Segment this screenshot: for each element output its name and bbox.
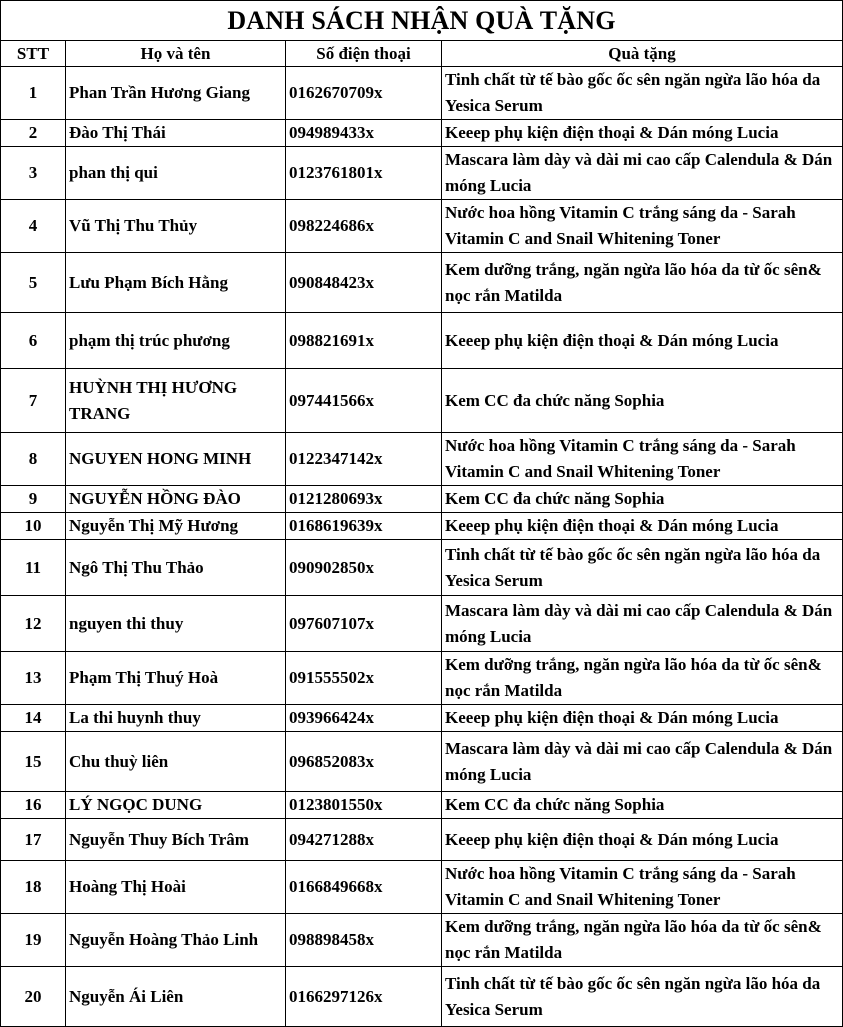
row-stt: 9 [1,486,66,513]
row-stt: 3 [1,147,66,200]
row-phone: 090848423x [286,253,442,313]
page-title: DANH SÁCH NHẬN QUÀ TẶNG [0,0,843,41]
row-phone: 097607107x [286,596,442,652]
row-gift: Kem dưỡng trắng, ngăn ngừa lão hóa da từ ốc sên& nọc rắn Matilda [442,652,843,705]
row-stt: 15 [1,732,66,792]
row-name: phạm thị trúc phương [66,313,286,369]
table-row [1,313,843,369]
row-phone: 0121280693x [286,486,442,513]
row-name: nguyen thi thuy [66,596,286,652]
row-gift: Nước hoa hồng Vitamin C trắng sáng da - Sarah Vitamin C and Snail Whitening Toner [442,200,843,253]
header-name: Họ và tên [66,41,286,67]
row-name: La thi huynh thuy [66,705,286,732]
header-stt: STT [1,41,66,67]
row-gift: Kem dưỡng trắng, ngăn ngừa lão hóa da từ ốc sên& nọc rắn Matilda [442,914,843,967]
row-gift: Tinh chất từ tế bào gốc ốc sên ngăn ngừa lão hóa da Yesica Serum [442,540,843,596]
row-stt: 18 [1,861,66,914]
row-stt: 10 [1,513,66,540]
row-gift: Keeep phụ kiện điện thoại & Dán móng Lucia [442,313,843,369]
row-stt: 2 [1,120,66,147]
table-row [1,67,843,120]
row-gift: Mascara làm dày và dài mi cao cấp Calendula & Dán móng Lucia [442,147,843,200]
row-name: Đào Thị Thái [66,120,286,147]
table-row [1,652,843,705]
row-name: Hoàng Thị Hoài [66,861,286,914]
table-row [1,705,843,732]
row-phone: 098224686x [286,200,442,253]
table-row [1,596,843,652]
row-gift: Kem dưỡng trắng, ngăn ngừa lão hóa da từ ốc sên& nọc rắn Matilda [442,253,843,313]
row-gift: Keeep phụ kiện điện thoại & Dán móng Lucia [442,705,843,732]
row-stt: 17 [1,819,66,861]
row-name: Chu thuỳ liên [66,732,286,792]
row-gift: Keeep phụ kiện điện thoại & Dán móng Lucia [442,819,843,861]
gift-table [0,40,843,1027]
row-gift: Kem CC đa chức năng Sophia [442,486,843,513]
row-name: phan thị qui [66,147,286,200]
table-row [1,513,843,540]
row-gift: Nước hoa hồng Vitamin C trắng sáng da - Sarah Vitamin C and Snail Whitening Toner [442,861,843,914]
row-name: NGUYEN HONG MINH [66,433,286,486]
header-phone: Số điện thoại [286,41,442,67]
row-gift: Tinh chất từ tế bào gốc ốc sên ngăn ngừa lão hóa da Yesica Serum [442,967,843,1027]
row-phone: 090902850x [286,540,442,596]
row-name: Phan Trần Hương Giang [66,67,286,120]
table-row [1,861,843,914]
row-stt: 1 [1,67,66,120]
row-phone: 091555502x [286,652,442,705]
row-phone: 097441566x [286,369,442,433]
row-stt: 20 [1,967,66,1027]
row-phone: 093966424x [286,705,442,732]
row-phone: 0123801550x [286,792,442,819]
row-gift: Kem CC đa chức năng Sophia [442,792,843,819]
row-gift: Nước hoa hồng Vitamin C trắng sáng da - Sarah Vitamin C and Snail Whitening Toner [442,433,843,486]
table-row [1,369,843,433]
row-name: Nguyễn Ái Liên [66,967,286,1027]
table-row [1,732,843,792]
row-phone: 0168619639x [286,513,442,540]
table-row [1,819,843,861]
row-name: Phạm Thị Thuý Hoà [66,652,286,705]
row-name: Nguyễn Hoàng Thảo Linh [66,914,286,967]
row-stt: 12 [1,596,66,652]
row-name: LÝ NGỌC DUNG [66,792,286,819]
row-name: NGUYỄN HỒNG ĐÀO [66,486,286,513]
row-stt: 6 [1,313,66,369]
row-stt: 7 [1,369,66,433]
row-phone: 098898458x [286,914,442,967]
row-name: Nguyễn Thị Mỹ Hương [66,513,286,540]
table-row [1,967,843,1027]
row-stt: 8 [1,433,66,486]
row-gift: Mascara làm dày và dài mi cao cấp Calendula & Dán móng Lucia [442,596,843,652]
row-gift: Kem CC đa chức năng Sophia [442,369,843,433]
table-row [1,540,843,596]
row-phone: 094271288x [286,819,442,861]
table-row [1,792,843,819]
row-stt: 16 [1,792,66,819]
row-stt: 5 [1,253,66,313]
row-phone: 0166297126x [286,967,442,1027]
table-row [1,433,843,486]
row-phone: 0122347142x [286,433,442,486]
row-phone: 0162670709x [286,67,442,120]
row-phone: 096852083x [286,732,442,792]
row-name: Ngô Thị Thu Thảo [66,540,286,596]
table-row [1,120,843,147]
row-name: Vũ Thị Thu Thủy [66,200,286,253]
row-gift: Keeep phụ kiện điện thoại & Dán móng Lucia [442,513,843,540]
header-row [1,41,843,67]
header-gift: Quà tặng [442,41,843,67]
row-phone: 0123761801x [286,147,442,200]
table-row [1,914,843,967]
row-phone: 098821691x [286,313,442,369]
row-name: Nguyễn Thuy Bích Trâm [66,819,286,861]
row-gift: Keeep phụ kiện điện thoại & Dán móng Lucia [442,120,843,147]
row-gift: Tinh chất từ tế bào gốc ốc sên ngăn ngừa lão hóa da Yesica Serum [442,67,843,120]
row-name: Lưu Phạm Bích Hằng [66,253,286,313]
table-row [1,253,843,313]
table-row [1,486,843,513]
row-stt: 13 [1,652,66,705]
row-phone: 094989433x [286,120,442,147]
table-row [1,147,843,200]
row-stt: 11 [1,540,66,596]
row-stt: 14 [1,705,66,732]
row-phone: 0166849668x [286,861,442,914]
table-row [1,200,843,253]
row-stt: 4 [1,200,66,253]
row-gift: Mascara làm dày và dài mi cao cấp Calendula & Dán móng Lucia [442,732,843,792]
row-stt: 19 [1,914,66,967]
row-name: HUỲNH THỊ HƯƠNG TRANG [66,369,286,433]
